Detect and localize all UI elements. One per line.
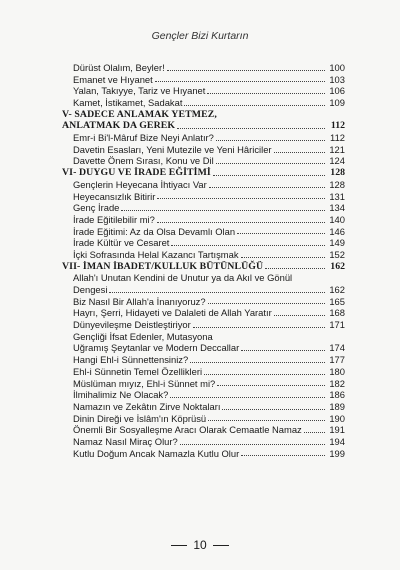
toc-page-number: 199 — [329, 447, 345, 459]
toc-leader-dots — [241, 350, 325, 351]
toc-leader-dots — [241, 257, 325, 258]
toc-page-number: 149 — [329, 237, 345, 249]
toc-entry-title: İrade Kültür ve Cesaret — [73, 237, 170, 249]
toc-leader-dots — [171, 245, 325, 246]
toc-leader-dots — [204, 374, 325, 375]
toc-page-number: 165 — [329, 295, 345, 307]
toc-entry-title: Kutlu Doğum Ancak Namazla Kutlu Olur — [73, 447, 240, 459]
toc-entry — [62, 132, 345, 144]
toc-leader-dots — [213, 175, 325, 176]
toc-entry — [62, 74, 345, 86]
toc-page-number: 162 — [329, 284, 345, 296]
toc-entry-title: Dinin Direği ve İslâm'ın Köprüsü — [73, 412, 207, 424]
toc-entry-title: Gençliği İfsat Edenler, Mutasyona — [73, 330, 213, 342]
page-footer — [0, 538, 400, 552]
toc-section-heading — [62, 261, 345, 273]
toc-leader-dots — [241, 455, 325, 456]
toc-page-number: 103 — [329, 73, 345, 85]
toc-entry-title: VI- DUYGU VE İRADE EĞİTİMİ — [62, 167, 211, 179]
toc-entry-title: Emr-i Bi'l-Mâruf Bize Neyi Anlatır? — [73, 132, 214, 144]
toc-leader-dots — [157, 222, 325, 223]
toc-entry-title: İlmihalimiz Ne Olacak? — [73, 389, 169, 401]
toc-entry-title: Davetin Esasları, Yeni Mutezile ve Yeni Hâriciler — [73, 143, 272, 155]
toc-entry-title: Dürüst Olalım, Beyler! — [73, 61, 165, 73]
toc-entry-title: Namaz Nasıl Miraç Olur? — [73, 435, 178, 447]
toc-entry — [62, 202, 345, 214]
toc-leader-dots — [208, 420, 325, 421]
toc-entry — [62, 237, 345, 249]
toc-page-number: 194 — [329, 435, 345, 447]
toc-entry — [62, 85, 345, 97]
toc-leader-dots — [190, 362, 325, 363]
toc-entry — [62, 436, 345, 448]
toc-entry-title: Uğramış Şeytanlar ve Modern Deccallar — [73, 342, 240, 354]
toc-section-heading — [62, 120, 345, 132]
toc-entry — [62, 284, 345, 296]
toc-page-number: 152 — [329, 248, 345, 260]
toc-page-number: 124 — [329, 155, 345, 167]
toc-entry — [62, 191, 345, 203]
toc-entry-title: İrade Eğitilebilir mi? — [73, 213, 155, 225]
toc-page-number: 121 — [329, 143, 345, 155]
toc-entry-title: Davette Önem Sırası, Konu ve Dil — [73, 155, 214, 167]
toc-page-number: 180 — [329, 365, 345, 377]
toc-leader-dots — [217, 385, 325, 386]
toc-entry-title: Genç İrade — [73, 202, 120, 214]
toc-page-number: 146 — [329, 225, 345, 237]
toc-entry-title: Namazın ve Zekâtın Zirve Noktaları — [73, 400, 221, 412]
toc-entry — [62, 62, 345, 74]
toc-entry-title: ANLATMAK DA GEREK — [62, 120, 176, 132]
toc-entry-title: Yalan, Takıyye, Tariz ve Hıyanet — [73, 85, 206, 97]
toc-section-heading — [62, 167, 345, 179]
toc-leader-dots — [237, 233, 325, 234]
toc-entry — [62, 307, 345, 319]
toc-leader-dots — [265, 268, 325, 269]
toc-entry-title: Müslüman mıyız, Ehl-i Sünnet mi? — [73, 377, 216, 389]
toc-leader-dots — [304, 432, 325, 433]
toc-entry-title: Kamet, İstikamet, Sadakat — [73, 97, 183, 109]
toc-leader-dots — [208, 303, 325, 304]
toc-entry — [62, 389, 345, 401]
toc-page-number: 109 — [329, 97, 345, 109]
toc-entry — [62, 296, 345, 308]
toc-leader-dots — [207, 93, 325, 94]
toc-leader-dots — [167, 70, 325, 71]
toc-page-number: 112 — [330, 132, 345, 144]
table-of-contents — [62, 62, 345, 459]
toc-entry — [62, 331, 345, 343]
toc-entry — [62, 448, 345, 460]
toc-leader-dots — [193, 327, 325, 328]
toc-page-number: 112 — [330, 120, 345, 132]
toc-entry — [62, 179, 345, 191]
toc-entry — [62, 226, 345, 238]
page-number: 10 — [193, 538, 207, 552]
toc-section-heading — [62, 109, 345, 121]
toc-entry-title: Allah'ı Unutan Kendini de Unutur ya da Akıl ve Gönül — [73, 272, 293, 284]
toc-page-number: 182 — [329, 377, 345, 389]
toc-page-number: 190 — [329, 412, 345, 424]
toc-entry — [62, 272, 345, 284]
toc-entry-title: V- SADECE ANLAMAK YETMEZ, — [62, 108, 217, 120]
toc-page-number: 168 — [329, 307, 345, 319]
toc-entry-title: Hayrı, Şerri, Hidayeti ve Dalaleti de Allah Yaratır — [73, 307, 272, 319]
toc-entry-title: Dengesi — [73, 284, 108, 296]
toc-page-number: 186 — [329, 389, 345, 401]
footer-dash-right — [213, 545, 229, 546]
toc-page-number: 106 — [329, 85, 345, 97]
toc-page-number: 128 — [330, 167, 345, 179]
toc-page-number: 191 — [329, 424, 345, 436]
toc-entry — [62, 214, 345, 226]
toc-leader-dots — [216, 163, 325, 164]
toc-page-number: 189 — [329, 400, 345, 412]
toc-leader-dots — [157, 198, 325, 199]
toc-entry — [62, 319, 345, 331]
toc-leader-dots — [184, 105, 325, 106]
running-header: Gençler Bizi Kurtarın — [151, 30, 249, 42]
footer-dash-left — [171, 545, 187, 546]
toc-leader-dots — [177, 128, 325, 129]
toc-entry — [62, 424, 345, 436]
toc-leader-dots — [170, 397, 325, 398]
toc-entry — [62, 97, 345, 109]
toc-entry — [62, 343, 345, 355]
toc-page-number: 131 — [329, 190, 345, 202]
toc-entry-title: Dünyevileşme Deistleştiriyor — [73, 319, 191, 331]
toc-entry-title: İrade Eğitimi: Az da Olsa Devamlı Olan — [73, 225, 236, 237]
toc-leader-dots — [209, 187, 325, 188]
toc-page-number: 171 — [329, 319, 345, 331]
toc-entry-title: Biz Nasıl Bir Allah'a İnanıyoruz? — [73, 295, 206, 307]
toc-leader-dots — [274, 152, 325, 153]
toc-entry — [62, 354, 345, 366]
toc-entry-title: Gençlerin Heyecana İhtiyacı Var — [73, 178, 207, 190]
toc-entry-title: İçki Sofrasında Helal Kazancı Tartışmak — [73, 248, 239, 260]
toc-page-number: 162 — [330, 260, 345, 272]
toc-page-number: 100 — [329, 61, 345, 73]
toc-entry-title: Heyecansızlık Bitirir — [73, 190, 156, 202]
toc-page-number: 177 — [329, 354, 345, 366]
toc-page-number: 128 — [329, 178, 345, 190]
toc-leader-dots — [216, 140, 325, 141]
toc-entry — [62, 401, 345, 413]
toc-entry — [62, 378, 345, 390]
toc-entry — [62, 413, 345, 425]
toc-entry — [62, 366, 345, 378]
toc-entry — [62, 249, 345, 261]
toc-leader-dots — [109, 292, 325, 293]
toc-leader-dots — [155, 81, 325, 82]
toc-page-number: 174 — [329, 342, 345, 354]
toc-leader-dots — [180, 444, 325, 445]
toc-entry-title: VII- İMAN İBADET/KULLUK BÜTÜNLÜĞÜ — [62, 260, 264, 272]
toc-page-number: 140 — [329, 213, 345, 225]
toc-entry-title: Önemli Bir Sosyalleşme Aracı Olarak Cemaatle Namaz — [73, 424, 302, 436]
toc-leader-dots — [121, 210, 325, 211]
toc-leader-dots — [274, 315, 325, 316]
toc-leader-dots — [222, 409, 325, 410]
toc-entry-title: Ehl-i Sünnetin Temel Özellikleri — [73, 365, 203, 377]
toc-entry — [62, 156, 345, 168]
toc-entry — [62, 144, 345, 156]
toc-entry-title: Emanet ve Hıyanet — [73, 73, 153, 85]
toc-entry-title: Hangi Ehl-i Sünnettensiniz? — [73, 354, 189, 366]
toc-page-number: 134 — [329, 202, 345, 214]
